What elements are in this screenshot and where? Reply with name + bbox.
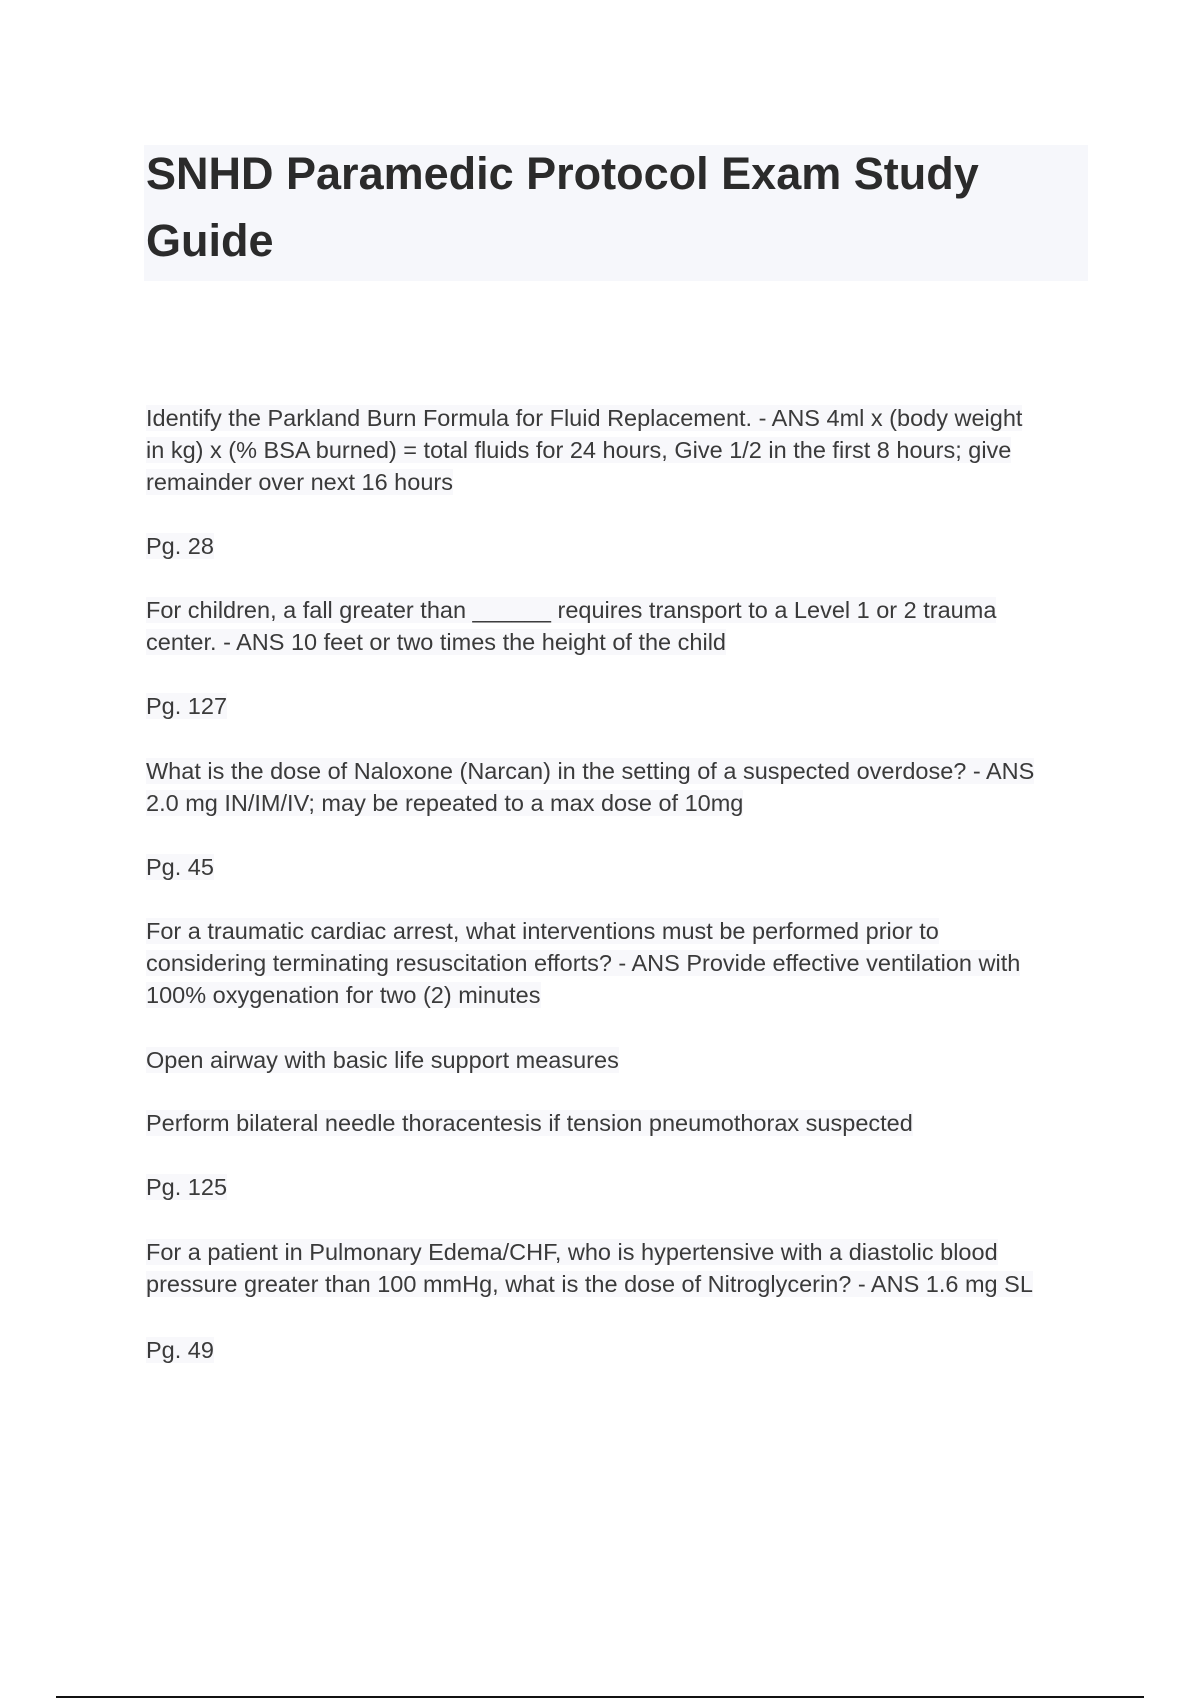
paragraph-text: Identify the Parkland Burn Formula for Fluid Replacement. - ANS 4ml x (body weight in kg) x (% BSA burned) = total fluids for 24 hours, Give 1/2 in the first 8 hours; give remainder over next 16 hours <box>146 405 1023 495</box>
paragraph-text: Pg. 28 <box>146 533 214 559</box>
paragraph-text: Perform bilateral needle thoracentesis if tension pneumothorax suspected <box>146 1110 913 1136</box>
paragraph-text: Pg. 125 <box>146 1174 228 1200</box>
paragraph-text: For children, a fall greater than ______ requires transport to a Level 1 or 2 trauma center. - ANS 10 feet or two times the height of the child <box>146 597 997 655</box>
paragraph-text: For a patient in Pulmonary Edema/CHF, who is hypertensive with a diastolic blood pressure greater than 100 mmHg, what is the dose of Nitroglycerin? - ANS 1.6 mg SL <box>146 1239 1033 1297</box>
paragraph-text: Pg. 49 <box>146 1337 214 1363</box>
question-pediatric-fall <box>146 594 996 658</box>
question-naloxone-dose <box>146 755 1034 819</box>
answer-line-airway <box>146 1044 619 1076</box>
paragraph-text: Open airway with basic life support measures <box>146 1047 619 1073</box>
page-reference <box>146 530 214 562</box>
paragraph-text: What is the dose of Naloxone (Narcan) in the setting of a suspected overdose? - ANS 2.0 mg IN/IM/IV; may be repeated to a max dose of 10mg <box>146 758 1035 816</box>
paragraph-text: Pg. 45 <box>146 854 214 880</box>
paragraph-text: Pg. 127 <box>146 693 228 719</box>
paragraph-text: For a traumatic cardiac arrest, what interventions must be performed prior to considering terminating resuscitation efforts? - ANS Provide effective ventilation with 100% oxygenation for two (2) minutes <box>146 918 1021 1008</box>
page-reference <box>146 1334 214 1366</box>
question-parkland-formula <box>146 402 1022 498</box>
page-reference <box>146 851 214 883</box>
question-nitroglycerin-dose <box>146 1236 1033 1300</box>
question-traumatic-arrest <box>146 915 1020 1011</box>
answer-line-thoracentesis <box>146 1107 913 1139</box>
footer-divider <box>56 1696 1144 1698</box>
page-reference <box>146 690 227 722</box>
page-reference <box>146 1171 227 1203</box>
page-title: SNHD Paramedic Protocol Exam Study Guide <box>146 148 979 266</box>
